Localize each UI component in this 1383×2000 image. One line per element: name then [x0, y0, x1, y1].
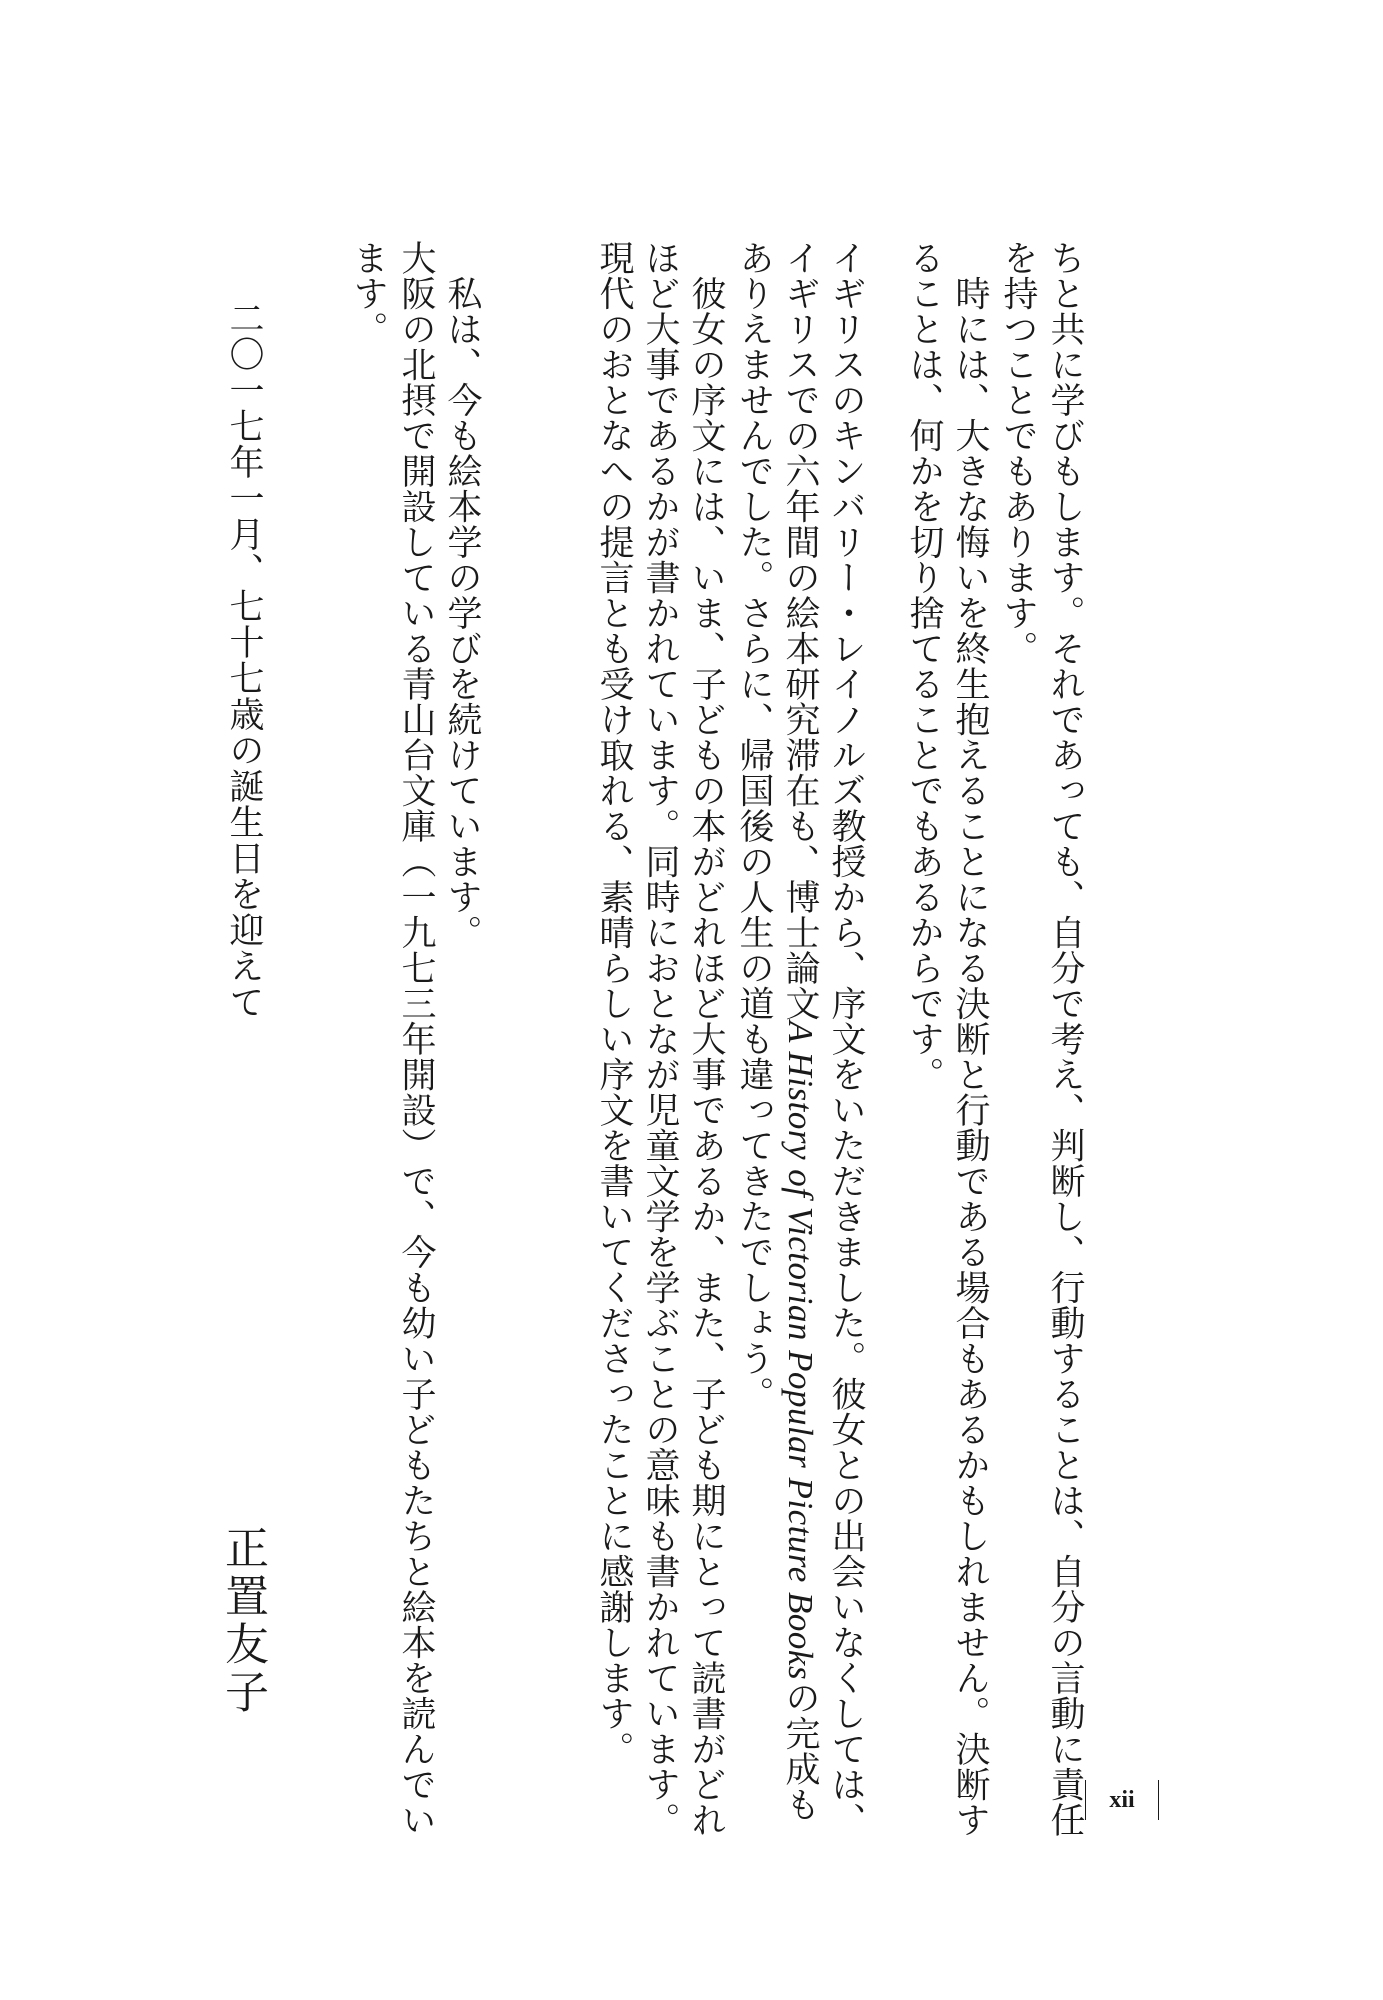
text-column-11: 私は、今も絵本学の学びを続けています。 [442, 240, 482, 950]
text-column-7: ありえませんでした。さらに、帰国後の人生の道も違ってきたでしょう。 [734, 240, 774, 1412]
text-column-6-pre: イギリスでの六年間の絵本研究滞在も、博士論文 [780, 240, 820, 1021]
text-column-3: 時には、大きな悔いを終生抱えることになる決断と行動である場合もあるかもしれません。決断す [950, 240, 990, 1838]
text-column-9: ほど大事であるかが書かれています。同時におとなが児童文学を学ぶことの意味も書かれています。 [640, 240, 680, 1838]
author-name: 正置友子 [217, 1525, 268, 1717]
text-column-10: 現代のおとなへの提言とも受け取れる、素晴らしい序文を書いてくださったことに感謝します。 [594, 240, 634, 1767]
text-column-2: を持つことでもあります。 [998, 240, 1038, 666]
text-column-12: 大阪の北摂で開設している青山台文庫（一九七三年開設）で、今も幼い子どもたちと絵本を読んでい [396, 240, 436, 1838]
page-number: xii [1085, 1780, 1159, 1820]
text-column-4: ることは、何かを切り捨てることでもあるからです。 [904, 240, 944, 1092]
book-title: A History of Victorian Popular Picture Books [781, 1021, 820, 1681]
text-column-8: 彼女の序文には、いま、子どもの本がどれほど大事であるか、また、子ども期にとって読書がどれ [686, 240, 726, 1838]
text-column-13: ます。 [348, 240, 388, 347]
text-column-1: ちと共に学びもします。それであっても、自分で考え、判断し、行動することは、自分の言動に責任 [1045, 240, 1085, 1838]
text-column-6 [782, 240, 818, 1822]
closing-date: 二〇一七年一月、七十七歳の誕生日を迎えて [224, 300, 264, 1020]
text-column-5: イギリスのキンバリー・レイノルズ教授から、序文をいただきました。彼女との出会いなくしては、 [826, 240, 866, 1838]
text-column-6-post: の完成も [780, 1680, 820, 1823]
